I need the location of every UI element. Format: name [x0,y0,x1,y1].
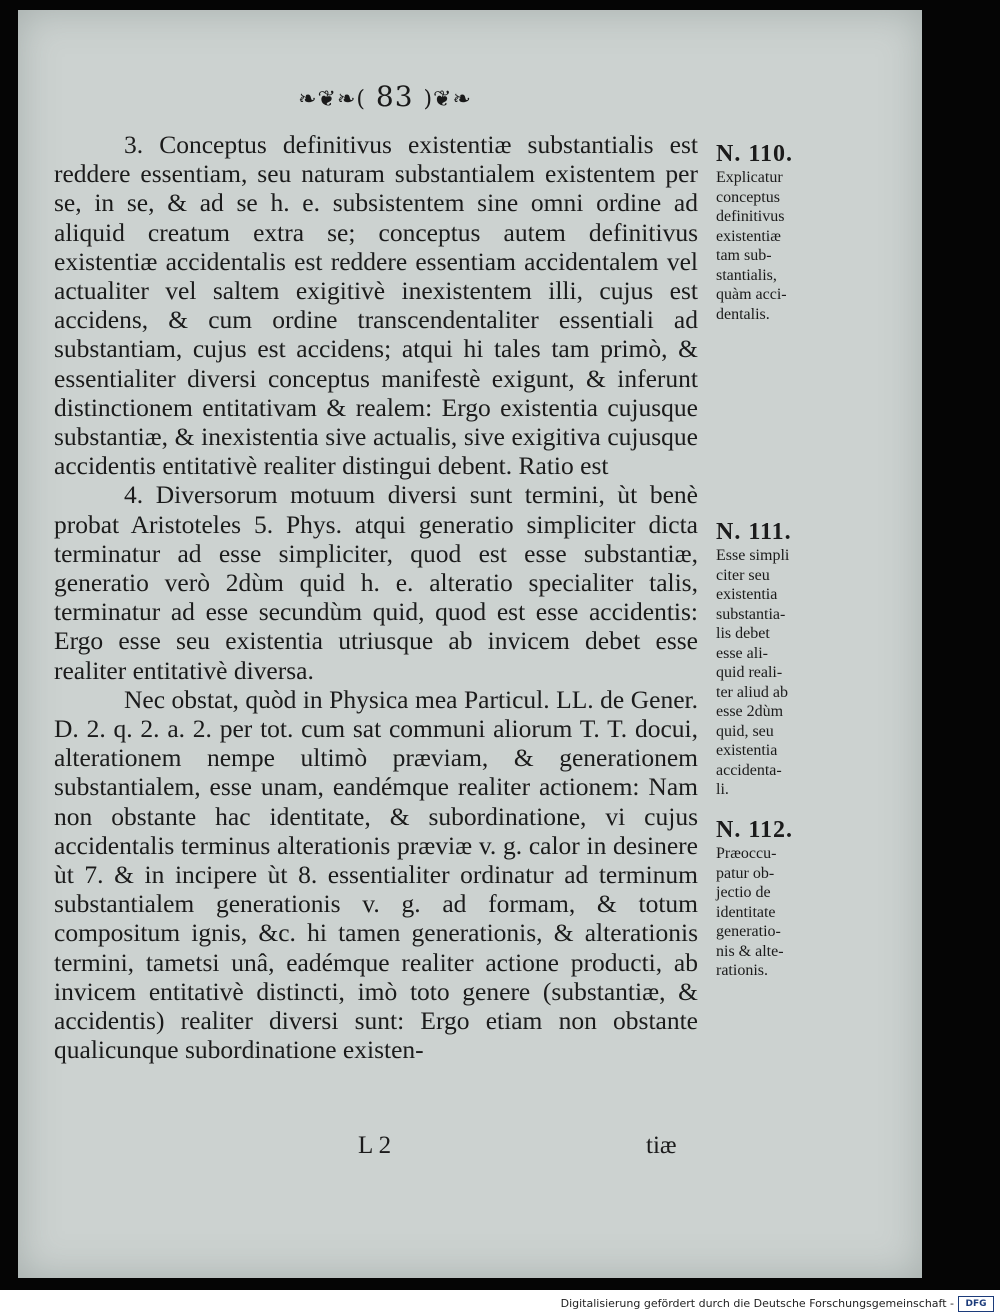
paragraph-4: 4. Diversorum motuum diversi sunt termini, ùt benè probat Aristoteles 5. Phys. atqui generatio simpliciter dicta terminatur ad esse simpliciter, quod est esse substantiæ, generatio verò 2dùm quid h. e. alteratio specialiter talis, terminatur ad esse secundùm quid, quod est esse accidentis: Ergo esse seu existentia utriusque ab invicem debet esse realiter entitativè diversa. [54,480,698,685]
margin-note-number: N. 112. [716,817,794,843]
margin-note-112: N. 112. Præoccu- patur ob- jectio de identitate generatio- nis & alte- rationis. [716,816,820,981]
page-number-header [290,80,480,113]
catchword: tiæ [646,1132,677,1159]
digitization-credit: Digitalisierung gefördert durch die Deutsche Forschungsgemeinschaft - [560,1297,954,1310]
margin-note-number: N. 110. [716,141,794,167]
paragraph-3: 3. Conceptus definitivus existentiæ substantialis est reddere essentiam, seu naturam substantialem existentem per se, in se, & ad se h. e. subsistentem sine omni ordine ad aliquid creatum extra se; conceptus autem definitivus existentiæ accidentalis est reddere essentiam accidentalem vel actualiter vel saltem exigitivè inexistentem illi, cujus est accidens, & cum ordine transcendentaliter essentiali ad substantiam, cujus est accidens; atqui hi tales tam primò, & essentialiter diversi conceptus manifestè exigunt, & inferunt distinctionem entitativam & realem: Ergo existentia cujusque substantiæ, & inexistentia sive actualis, sive exigitiva cujusque accidentis entitativè realiter distingui debent. Ratio est [54,130,698,481]
dfg-logo-icon: DFG [958,1296,994,1312]
page-number: 83 [375,80,414,113]
margin-note-111: N. 111. Esse simpli citer seu existentia substantia- lis debet esse ali- quid reali- ter aliud ab esse 2dùm quid, seu existentia accidenta- li. [716,518,820,800]
margin-note-number: N. 111. [716,519,792,545]
paragraph-objection: Nec obstat, quòd in Physica mea Particul. LL. de Gener. D. 2. q. 2. a. 2. per tot. cum sat communi aliorum T. T. docui, alterationem nempe ultimò præviam, & generationem substantialem, esse unam, eandémque realiter actionem: Nam non obstante hac identitate, & subordinatione, vi cujus accidentalis terminus alterationis præviæ v. g. calor in desinere ùt 7. & in incipere ùt 8. essentialiter ordinatur ad terminum substantialem generationis v. g. ad formam, & totum compositum ignis, &c. hi tamen generationis, & alterationis termini, tametsi unâ, eadémque realiter actione producti, ab invicem entitativè distincti, imò toto genere (substantiæ, & accidentis) realiter diversi sunt: Ergo etiam non obstante qualicunque subordinatione existen- [54,684,698,1065]
ornament-right-icon: )❦❧ [423,87,472,112]
main-text-block [54,130,698,1065]
margin-note-110: N. 110. Explicatur conceptus definitivus existentiæ tam sub- stantialis, quàm acci- dentalis. [716,140,820,324]
book-page [18,10,922,1278]
signature-mark: L 2 [358,1132,392,1159]
ornament-left-icon: ❧❦❧( [298,87,366,112]
